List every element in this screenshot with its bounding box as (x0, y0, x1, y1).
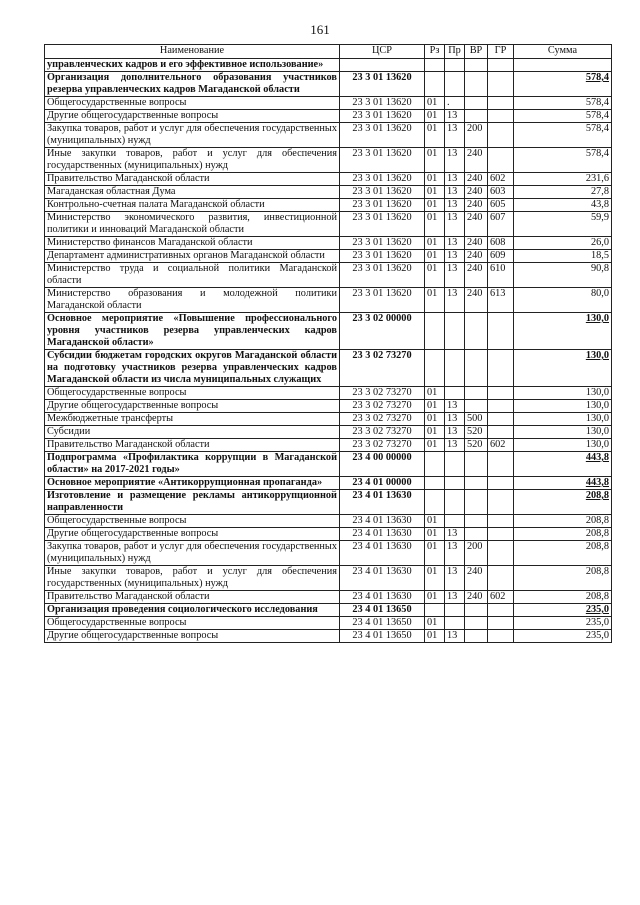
cell-rz: 01 (425, 387, 445, 400)
table-row (45, 173, 612, 186)
cell-vr: 200 (465, 541, 488, 566)
cell-rz: 01 (425, 173, 445, 186)
cell-rz (425, 477, 445, 490)
cell-pr: . (445, 97, 465, 110)
table-row (45, 528, 612, 541)
cell-vr (465, 59, 488, 72)
table-row (45, 630, 612, 643)
cell-vr: 240 (465, 263, 488, 288)
table-body (45, 59, 612, 643)
cell-sum: 80,0 (514, 288, 612, 313)
cell-csr: 23 3 01 13620 (340, 250, 425, 263)
cell-pr: 13 (445, 110, 465, 123)
cell-sum: 443,8 (514, 452, 612, 477)
cell-gr: 602 (488, 439, 514, 452)
cell-gr (488, 350, 514, 387)
page-number: 161 (310, 22, 330, 37)
cell-csr: 23 4 01 13650 (340, 604, 425, 617)
cell-csr (340, 59, 425, 72)
cell-vr (465, 630, 488, 643)
cell-pr: 13 (445, 123, 465, 148)
table-row (45, 288, 612, 313)
cell-sum: 130,0 (514, 400, 612, 413)
cell-sum: 130,0 (514, 313, 612, 350)
cell-pr: 13 (445, 237, 465, 250)
cell-vr: 240 (465, 237, 488, 250)
cell-sum: 443,8 (514, 477, 612, 490)
cell-name: Общегосударственные вопросы (45, 515, 340, 528)
header-gr: ГР (488, 45, 514, 59)
cell-sum: 130,0 (514, 413, 612, 426)
cell-pr (445, 72, 465, 97)
cell-gr: 602 (488, 591, 514, 604)
cell-rz: 01 (425, 250, 445, 263)
cell-name: Правительство Магаданской области (45, 439, 340, 452)
cell-csr: 23 3 01 13620 (340, 237, 425, 250)
cell-vr (465, 490, 488, 515)
cell-gr (488, 97, 514, 110)
cell-gr (488, 400, 514, 413)
cell-rz (425, 490, 445, 515)
header-rz: Рз (425, 45, 445, 59)
cell-rz: 01 (425, 199, 445, 212)
cell-gr (488, 72, 514, 97)
cell-pr (445, 617, 465, 630)
cell-vr (465, 528, 488, 541)
cell-csr: 23 3 01 13620 (340, 199, 425, 212)
cell-rz: 01 (425, 148, 445, 173)
cell-pr: 13 (445, 439, 465, 452)
cell-gr (488, 515, 514, 528)
cell-csr: 23 3 02 73270 (340, 350, 425, 387)
cell-gr (488, 541, 514, 566)
cell-pr (445, 452, 465, 477)
cell-gr (488, 452, 514, 477)
cell-vr: 520 (465, 426, 488, 439)
cell-csr: 23 3 01 13620 (340, 72, 425, 97)
cell-name: Правительство Магаданской области (45, 591, 340, 604)
cell-sum (514, 59, 612, 72)
cell-gr (488, 490, 514, 515)
cell-rz: 01 (425, 617, 445, 630)
cell-vr: 240 (465, 591, 488, 604)
cell-name: Министерство экономического развития, инвестиционной политики и инноваций Магаданской области (45, 212, 340, 237)
cell-pr: 13 (445, 541, 465, 566)
cell-csr: 23 3 01 13620 (340, 186, 425, 199)
cell-gr: 608 (488, 237, 514, 250)
cell-gr (488, 413, 514, 426)
cell-sum: 235,0 (514, 604, 612, 617)
cell-vr: 240 (465, 566, 488, 591)
cell-rz (425, 350, 445, 387)
table-row (45, 413, 612, 426)
cell-pr (445, 515, 465, 528)
cell-sum: 235,0 (514, 630, 612, 643)
cell-rz (425, 452, 445, 477)
cell-pr: 13 (445, 630, 465, 643)
cell-sum: 26,0 (514, 237, 612, 250)
cell-pr: 13 (445, 173, 465, 186)
cell-pr (445, 490, 465, 515)
table-row (45, 477, 612, 490)
cell-name: Общегосударственные вопросы (45, 617, 340, 630)
cell-sum: 208,8 (514, 515, 612, 528)
cell-gr: 605 (488, 199, 514, 212)
cell-rz: 01 (425, 591, 445, 604)
cell-pr (445, 350, 465, 387)
cell-name: Подпрограмма «Профилактика коррупции в Магаданской области» на 2017-2021 годы» (45, 452, 340, 477)
cell-csr: 23 4 01 13650 (340, 630, 425, 643)
table-row (45, 452, 612, 477)
cell-sum: 208,8 (514, 541, 612, 566)
cell-vr: 200 (465, 123, 488, 148)
cell-name: Изготовление и размещение рекламы антикоррупционной направленности (45, 490, 340, 515)
cell-vr (465, 313, 488, 350)
cell-rz: 01 (425, 186, 445, 199)
cell-rz: 01 (425, 439, 445, 452)
cell-csr: 23 3 02 73270 (340, 426, 425, 439)
cell-csr: 23 3 01 13620 (340, 173, 425, 186)
cell-sum: 578,4 (514, 110, 612, 123)
cell-csr: 23 3 01 13620 (340, 110, 425, 123)
cell-pr: 13 (445, 148, 465, 173)
cell-rz: 01 (425, 413, 445, 426)
cell-vr (465, 400, 488, 413)
cell-gr (488, 617, 514, 630)
cell-gr: 602 (488, 173, 514, 186)
cell-sum: 578,4 (514, 148, 612, 173)
cell-gr (488, 123, 514, 148)
table-row (45, 604, 612, 617)
table-row (45, 591, 612, 604)
cell-pr (445, 477, 465, 490)
table-row (45, 350, 612, 387)
cell-name: Субсидии (45, 426, 340, 439)
cell-vr: 240 (465, 288, 488, 313)
cell-csr: 23 4 00 00000 (340, 452, 425, 477)
cell-gr (488, 148, 514, 173)
cell-vr: 240 (465, 212, 488, 237)
cell-vr: 240 (465, 148, 488, 173)
cell-gr (488, 630, 514, 643)
cell-gr (488, 59, 514, 72)
table-header-row (45, 45, 612, 59)
cell-name: Межбюджетные трансферты (45, 413, 340, 426)
cell-gr (488, 604, 514, 617)
cell-csr: 23 4 01 13630 (340, 566, 425, 591)
cell-pr: 13 (445, 528, 465, 541)
budget-table (44, 44, 612, 643)
cell-pr: 13 (445, 199, 465, 212)
cell-vr (465, 604, 488, 617)
cell-vr (465, 350, 488, 387)
cell-vr: 240 (465, 199, 488, 212)
cell-sum: 578,4 (514, 123, 612, 148)
cell-name: Департамент административных органов Магаданской области (45, 250, 340, 263)
header-sum: Сумма (514, 45, 612, 59)
cell-sum: 27,8 (514, 186, 612, 199)
cell-sum: 208,8 (514, 566, 612, 591)
cell-vr (465, 387, 488, 400)
cell-pr: 13 (445, 591, 465, 604)
cell-rz: 01 (425, 263, 445, 288)
cell-rz: 01 (425, 541, 445, 566)
cell-rz: 01 (425, 288, 445, 313)
cell-rz (425, 604, 445, 617)
cell-vr: 520 (465, 439, 488, 452)
cell-vr (465, 452, 488, 477)
cell-name: Общегосударственные вопросы (45, 97, 340, 110)
cell-gr: 603 (488, 186, 514, 199)
cell-rz: 01 (425, 400, 445, 413)
cell-name: Другие общегосударственные вопросы (45, 528, 340, 541)
cell-csr: 23 3 01 13620 (340, 148, 425, 173)
cell-csr: 23 4 01 13650 (340, 617, 425, 630)
cell-name: Контрольно-счетная палата Магаданской области (45, 199, 340, 212)
cell-sum: 130,0 (514, 387, 612, 400)
cell-gr (488, 313, 514, 350)
table-row (45, 212, 612, 237)
cell-pr (445, 313, 465, 350)
cell-csr: 23 3 02 73270 (340, 400, 425, 413)
cell-name: Иные закупки товаров, работ и услуг для обеспечения государственных (муниципальных) нужд (45, 148, 340, 173)
cell-pr: 13 (445, 212, 465, 237)
cell-vr (465, 617, 488, 630)
cell-csr: 23 3 02 73270 (340, 387, 425, 400)
cell-gr: 613 (488, 288, 514, 313)
cell-pr: 13 (445, 186, 465, 199)
table-row (45, 72, 612, 97)
cell-rz: 01 (425, 528, 445, 541)
cell-sum: 231,6 (514, 173, 612, 186)
table-row (45, 199, 612, 212)
table-row (45, 515, 612, 528)
header-pr: Пр (445, 45, 465, 59)
table-row (45, 97, 612, 110)
cell-sum: 59,9 (514, 212, 612, 237)
cell-csr: 23 3 02 73270 (340, 413, 425, 426)
cell-vr (465, 110, 488, 123)
table-row (45, 400, 612, 413)
cell-name: Общегосударственные вопросы (45, 387, 340, 400)
cell-pr: 13 (445, 566, 465, 591)
cell-rz: 01 (425, 426, 445, 439)
table-row (45, 426, 612, 439)
table-row (45, 237, 612, 250)
cell-csr: 23 4 01 13630 (340, 541, 425, 566)
cell-sum: 208,8 (514, 528, 612, 541)
cell-csr: 23 4 01 13630 (340, 528, 425, 541)
cell-gr: 610 (488, 263, 514, 288)
cell-rz (425, 59, 445, 72)
cell-name: Министерство труда и социальной политики Магаданской области (45, 263, 340, 288)
cell-vr: 240 (465, 173, 488, 186)
table-row (45, 387, 612, 400)
cell-gr (488, 477, 514, 490)
cell-name: Магаданская областная Дума (45, 186, 340, 199)
cell-vr (465, 72, 488, 97)
header-vr: ВР (465, 45, 488, 59)
table-row (45, 263, 612, 288)
cell-vr: 500 (465, 413, 488, 426)
cell-sum: 18,5 (514, 250, 612, 263)
cell-csr: 23 3 02 00000 (340, 313, 425, 350)
header-csr: ЦСР (340, 45, 425, 59)
cell-rz: 01 (425, 515, 445, 528)
cell-sum: 578,4 (514, 72, 612, 97)
table-row (45, 439, 612, 452)
cell-name: управленческих кадров и его эффективное использование» (45, 59, 340, 72)
cell-csr: 23 3 01 13620 (340, 97, 425, 110)
cell-name: Закупка товаров, работ и услуг для обеспечения государственных (муниципальных) нужд (45, 123, 340, 148)
table-row (45, 110, 612, 123)
cell-gr (488, 426, 514, 439)
cell-pr: 13 (445, 263, 465, 288)
cell-name: Другие общегосударственные вопросы (45, 110, 340, 123)
cell-rz (425, 313, 445, 350)
cell-rz: 01 (425, 630, 445, 643)
cell-name: Основное мероприятие «Повышение профессионального уровня участников резерва управленческих кадров Магаданской области» (45, 313, 340, 350)
cell-name: Иные закупки товаров, работ и услуг для обеспечения государственных (муниципальных) нужд (45, 566, 340, 591)
cell-csr: 23 4 01 00000 (340, 477, 425, 490)
cell-sum: 130,0 (514, 350, 612, 387)
table-row (45, 148, 612, 173)
cell-vr (465, 477, 488, 490)
cell-sum: 43,8 (514, 199, 612, 212)
cell-pr: 13 (445, 413, 465, 426)
cell-name: Министерство образования и молодежной политики Магаданской области (45, 288, 340, 313)
cell-rz (425, 72, 445, 97)
cell-gr (488, 566, 514, 591)
cell-sum: 235,0 (514, 617, 612, 630)
cell-gr: 609 (488, 250, 514, 263)
cell-rz: 01 (425, 110, 445, 123)
cell-name: Организация дополнительного образования участников резерва управленческих кадров Магаданской области (45, 72, 340, 97)
cell-csr: 23 4 01 13630 (340, 515, 425, 528)
cell-rz: 01 (425, 566, 445, 591)
table-row (45, 617, 612, 630)
cell-vr (465, 515, 488, 528)
cell-sum: 208,8 (514, 490, 612, 515)
cell-pr: 13 (445, 400, 465, 413)
cell-name: Другие общегосударственные вопросы (45, 630, 340, 643)
cell-csr: 23 3 01 13620 (340, 288, 425, 313)
header-name: Наименование (45, 45, 340, 59)
cell-vr: 240 (465, 250, 488, 263)
cell-pr (445, 604, 465, 617)
table-row (45, 313, 612, 350)
cell-pr: 13 (445, 426, 465, 439)
cell-gr (488, 387, 514, 400)
cell-sum: 578,4 (514, 97, 612, 110)
cell-pr (445, 387, 465, 400)
cell-name: Субсидии бюджетам городских округов Магаданской области на подготовку участников резерва управленческих кадров Магаданской области из числа муниципальных служащих (45, 350, 340, 387)
cell-name: Организация проведения социологического исследования (45, 604, 340, 617)
cell-csr: 23 4 01 13630 (340, 591, 425, 604)
cell-pr (445, 59, 465, 72)
cell-pr: 13 (445, 250, 465, 263)
cell-name: Закупка товаров, работ и услуг для обеспечения государственных (муниципальных) нужд (45, 541, 340, 566)
table-row (45, 59, 612, 72)
cell-name: Другие общегосударственные вопросы (45, 400, 340, 413)
cell-csr: 23 3 01 13620 (340, 263, 425, 288)
table-row (45, 490, 612, 515)
cell-rz: 01 (425, 237, 445, 250)
cell-name: Правительство Магаданской области (45, 173, 340, 186)
cell-pr: 13 (445, 288, 465, 313)
table-row (45, 123, 612, 148)
cell-vr: 240 (465, 186, 488, 199)
cell-rz: 01 (425, 123, 445, 148)
table-row (45, 566, 612, 591)
cell-sum: 208,8 (514, 591, 612, 604)
cell-csr: 23 3 01 13620 (340, 212, 425, 237)
table-row (45, 186, 612, 199)
cell-csr: 23 4 01 13630 (340, 490, 425, 515)
cell-csr: 23 3 02 73270 (340, 439, 425, 452)
cell-sum: 130,0 (514, 426, 612, 439)
cell-gr: 607 (488, 212, 514, 237)
cell-rz: 01 (425, 212, 445, 237)
cell-gr (488, 110, 514, 123)
cell-sum: 130,0 (514, 439, 612, 452)
cell-rz: 01 (425, 97, 445, 110)
cell-csr: 23 3 01 13620 (340, 123, 425, 148)
cell-vr (465, 97, 488, 110)
cell-sum: 90,8 (514, 263, 612, 288)
table-row (45, 541, 612, 566)
cell-gr (488, 528, 514, 541)
cell-name: Основное мероприятие «Антикоррупционная пропаганда» (45, 477, 340, 490)
table-row (45, 250, 612, 263)
cell-name: Министерство финансов Магаданской области (45, 237, 340, 250)
